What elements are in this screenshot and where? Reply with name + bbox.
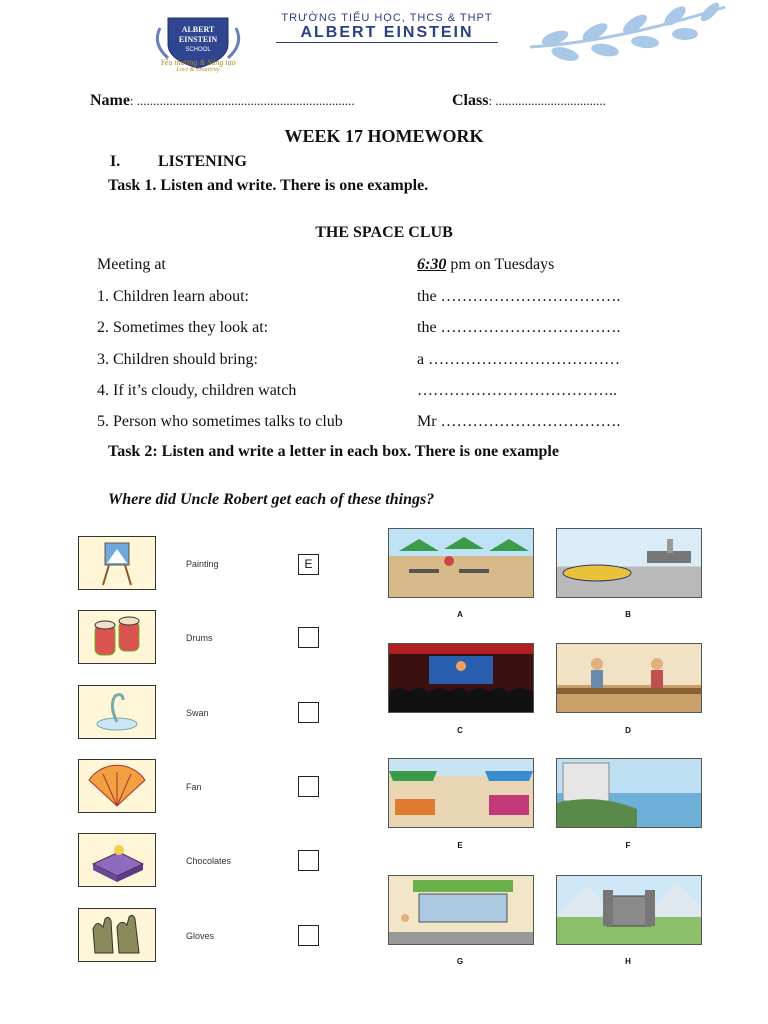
item-label-fan: Fan <box>186 782 202 792</box>
school-tagline <box>140 58 256 73</box>
scene-letter-a: A <box>457 610 463 619</box>
scene-h-castle <box>556 875 702 945</box>
scene-letter-c: C <box>457 726 463 735</box>
task2-question: Where did Uncle Robert get each of these things? <box>108 491 435 508</box>
scene-letter-h: H <box>625 957 631 966</box>
scene-letter-d: D <box>625 726 631 735</box>
answer-box-swan[interactable] <box>298 702 319 723</box>
question-5: 5. Person who sometimes talks to club <box>97 413 343 430</box>
scene-a-cafe <box>388 528 534 598</box>
item-label-painting: Painting <box>186 559 219 569</box>
fan-image <box>78 759 156 813</box>
painting-image <box>78 536 156 590</box>
answer-blank-4[interactable]: ……………………………….. <box>417 382 617 399</box>
section-heading: LISTENING <box>158 153 247 170</box>
scene-f-hotel <box>556 758 702 828</box>
leaf-decoration <box>525 2 730 64</box>
item-label-chocolates: Chocolates <box>186 856 232 866</box>
scene-g-toyshop <box>388 875 534 945</box>
name-label: Name <box>90 92 130 109</box>
page-title: WEEK 17 HOMEWORK <box>284 126 484 146</box>
name-blank[interactable]: : ................................................................... <box>129 93 355 108</box>
task1-instruction: Task 1. Listen and write. There is one example. <box>108 177 429 194</box>
question-3: 3. Children should bring: <box>97 351 258 368</box>
scene-e-market <box>388 758 534 828</box>
answer-box-chocolates[interactable] <box>298 850 319 871</box>
scene-letter-e: E <box>457 841 463 850</box>
answer-box-fan[interactable] <box>298 776 319 797</box>
class-field[interactable] <box>452 92 606 110</box>
class-label: Class <box>452 92 489 109</box>
scene-letter-g: G <box>456 957 464 966</box>
swan-image <box>78 685 156 739</box>
class-blank[interactable]: : .................................. <box>488 93 606 108</box>
logo-text-1: ALBERT <box>181 25 215 34</box>
scene-letter-f: F <box>625 841 631 850</box>
drums-image <box>78 610 156 664</box>
task2-instruction: Task 2: Listen and write a letter in each box. There is one example <box>108 443 559 460</box>
example-question: Meeting at <box>97 256 166 273</box>
question-4: 4. If it’s cloudy, children watch <box>97 382 297 399</box>
question-1: 1. Children learn about: <box>97 288 249 305</box>
tagline-vi: Yêu thương & Sáng tạo <box>160 58 236 67</box>
answer-box-gloves[interactable] <box>298 925 319 946</box>
example-answer-rest: pm on Tuesdays <box>446 256 555 273</box>
item-label-gloves: Gloves <box>186 931 215 941</box>
section-number: I. <box>110 153 121 170</box>
logo-text-3: SCHOOL <box>185 47 211 53</box>
answer-blank-2[interactable]: the ……………………………. <box>417 319 621 336</box>
answer-blank-1[interactable]: the ……………………………. <box>417 288 621 305</box>
answer-box-drums[interactable] <box>298 627 319 648</box>
question-2: 2. Sometimes they look at: <box>97 319 269 336</box>
school-name: ALBERT EINSTEIN <box>300 24 474 41</box>
example-answer-row <box>417 256 554 274</box>
item-label-drums: Drums <box>186 633 213 643</box>
tagline-en: Love & Creativity <box>176 67 220 73</box>
answer-blank-5[interactable]: Mr ……………………………. <box>417 413 621 430</box>
gloves-image <box>78 908 156 962</box>
name-field[interactable] <box>90 92 355 110</box>
example-answer: 6:30 <box>417 256 447 273</box>
club-title: THE SPACE CLUB <box>315 224 453 241</box>
scene-b-airport <box>556 528 702 598</box>
scene-c-theatre <box>388 643 534 713</box>
header-divider <box>276 42 498 43</box>
scene-letter-b: B <box>625 610 631 619</box>
scene-d-shop <box>556 643 702 713</box>
chocolates-image <box>78 833 156 887</box>
school-name-subtitle: TRƯỜNG TIỂU HỌC, THCS & THPT <box>281 12 493 24</box>
logo-text-2: EINSTEIN <box>178 35 218 44</box>
answer-box-painting[interactable]: E <box>298 554 319 575</box>
item-label-swan: Swan <box>186 708 209 718</box>
answer-blank-3[interactable]: a ……………………………… <box>417 351 621 368</box>
